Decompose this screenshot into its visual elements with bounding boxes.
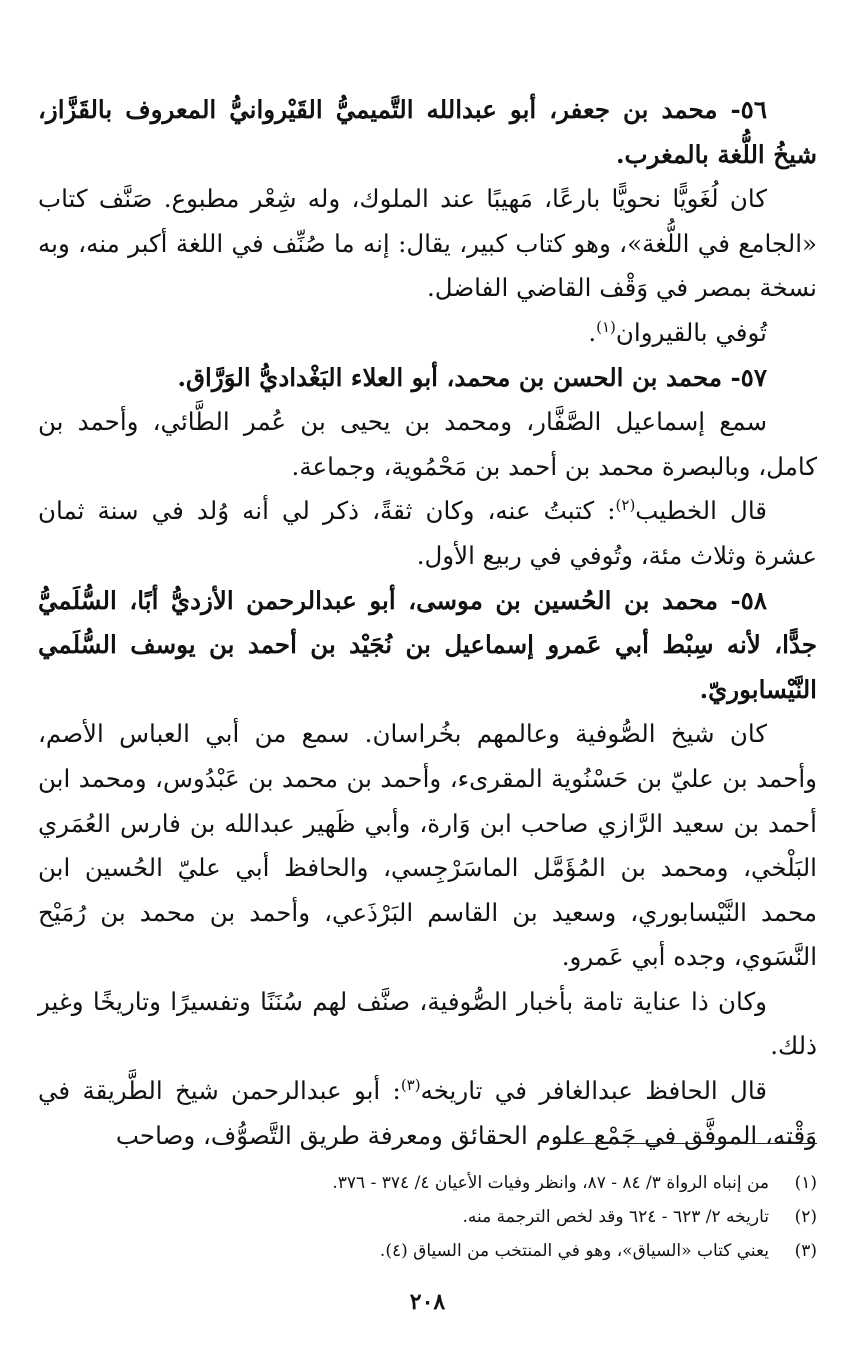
footnote-divider (553, 1143, 817, 1144)
footnote-number: (٢) (794, 1207, 817, 1227)
footnote-text: يعني كتاب «السياق»، وهو في المنتخب من السياق (٤). (379, 1241, 769, 1261)
entry-58-heading: ٥٨- محمد بن الحُسين بن موسى، أبو عبدالرحمن الأزديُّ أبًا، السُّلَميُّ جدًّا، لأنه سِبْط أبي عَمرو إسماعيل بن نُجَيْد بن أحمد بن يوسف السُّلَمي النَّيْسابوريّ. (38, 585, 817, 704)
footnote-ref-2: (٢) (615, 496, 636, 515)
footnote-number: (١) (794, 1173, 817, 1193)
entry-56-heading: ٥٦- محمد بن جعفر، أبو عبدالله التَّميميُّ القَيْروانيُّ المعروف بالقَزَّاز، شيخُ اللُّغة بالمغرب. (38, 95, 817, 169)
entry-57-heading: ٥٧- محمد بن الحسن بن محمد، أبو العلاء البَغْداديُّ الوَرَّاق. (177, 362, 767, 392)
entry-57-paragraph-2 (38, 489, 817, 578)
entry-58-quote-body: : أبو عبدالرحمن شيخ الطَّريقة في وَقْته، الموفَّق في جَمْع علوم الحقائق ومعرفة طريق التَّصوُّف، وصاحب (38, 1076, 817, 1150)
footnote-text: تاريخه ٢/ ٦٢٣ - ٦٢٤ وقد لخص الترجمة منه. (462, 1207, 769, 1227)
entry-56-paragraph-2 (38, 311, 817, 356)
entry-57-quote-intro: قال الخطيب (635, 496, 767, 526)
entry-57-quote-body: : كتبتُ عنه، وكان ثقةً، ذكر لي أنه وُلد في سنة ثمان عشرة وثلاث مئة، وتُوفي في ربيع الأول. (38, 496, 817, 570)
page-number: ٢٠٨ (409, 1289, 446, 1315)
entry-58-paragraph-2: وكان ذا عناية تامة بأخبار الصُّوفية، صنَّف لهم سُنَنًا وتفسيرًا وتاريخًا وغير ذلك. (38, 986, 817, 1061)
main-text (38, 88, 817, 1158)
footnotes (38, 1166, 817, 1268)
footnote-1 (38, 1166, 817, 1200)
footnote-2 (38, 1200, 817, 1234)
entry-56-end: . (588, 317, 597, 347)
footnote-number: (٣) (794, 1241, 817, 1261)
entry-57-paragraph-1: سمع إسماعيل الصَّفَّار، ومحمد بن يحيى بن عُمر الطَّائي، وأحمد بن كامل، وبالبصرة محمد بن أحمد بن مَحْمُوية، وجماعة. (38, 407, 817, 481)
entry-58-paragraph-3 (38, 1069, 817, 1158)
footnote-text: من إنباه الرواة ٣/ ٨٤ - ٨٧، وانظر وفيات الأعيان ٤/ ٣٧٤ - ٣٧٦. (332, 1173, 769, 1193)
entry-58-quote-intro: قال الحافظ عبدالغافر في تاريخه (420, 1076, 767, 1106)
footnote-ref-1: (١) (596, 317, 616, 336)
footnote-3 (38, 1234, 817, 1268)
footnote-ref-3: (٣) (400, 1075, 421, 1094)
entry-56-paragraph-1: كان لُغَويًّا نحويًّا بارعًا، مَهيبًا عند الملوك، وله شِعْر مطبوع. صَنَّف كتاب «الجامع في اللُّغة»، وهو كتاب كبير، يقال: إنه ما صُنِّف في اللغة أكبر منه، وبه نسخة بمصر في وَقْف القاضي الفاضل. (38, 184, 817, 303)
entry-56-death-text: تُوفي بالقيروان (615, 317, 767, 347)
entry-58-paragraph-1: كان شيخ الصُّوفية وعالمهم بخُراسان. سمع من أبي العباس الأصم، وأحمد بن عليّ بن حَسْنُوية المقرىء، وأحمد بن محمد بن عَبْدُوس، ومحمد ابن أحمد بن سعيد الرَّازي صاحب ابن وَارة، وأبي ظَهير عبدالله بن فارس العُمَري البَلْخي، ومحمد بن المُؤَمَّل الماسَرْجِسي، والحافظ أبي عليّ الحُسين ابن محمد النَّيْسابوري، وسعيد بن القاسم البَرْذَعي، وأحمد بن محمد بن رُمَيْح النَّسَوي، وجده أبي عَمرو. (38, 719, 817, 972)
